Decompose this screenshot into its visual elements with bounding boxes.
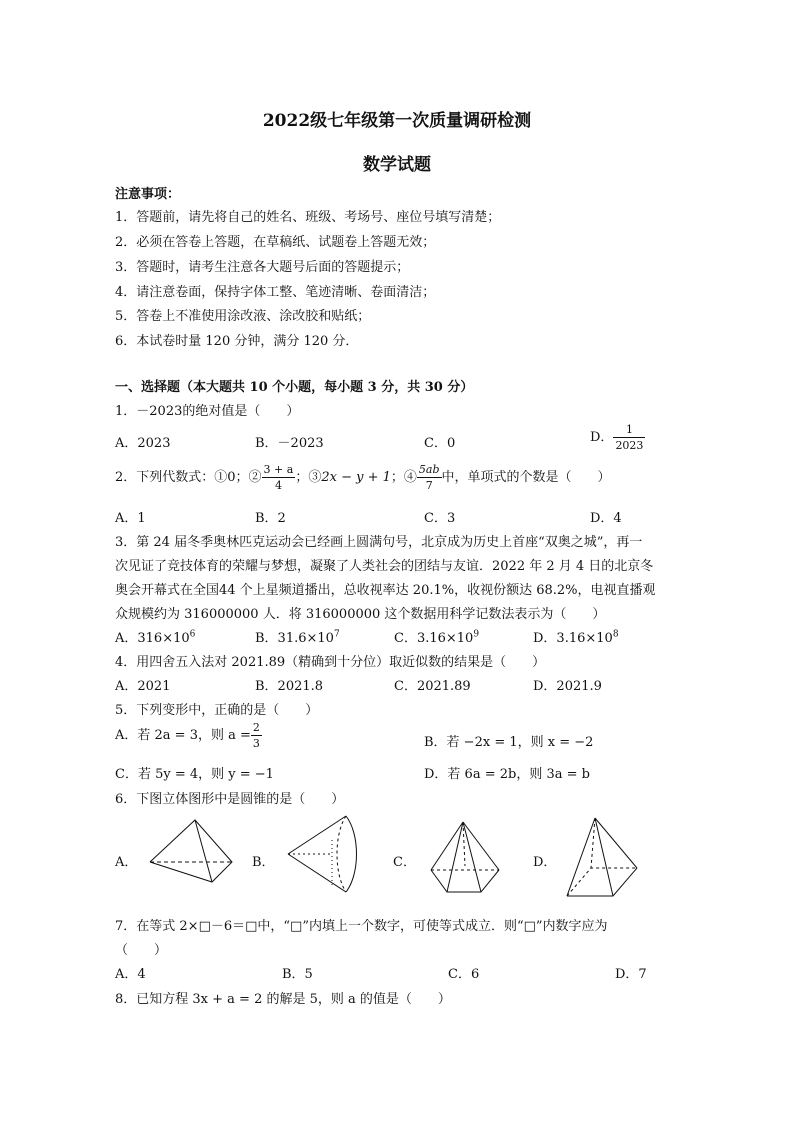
- option-text: D．3.16×10: [533, 631, 613, 646]
- option-text: C．3.16×10: [394, 631, 474, 646]
- question-1-option-b: B．－2023: [255, 436, 324, 451]
- section-heading: 一、选择题（本大题共 10 个小题，每小题 3 分，共 30 分）: [115, 380, 474, 395]
- fraction: [417, 464, 442, 491]
- question-3-line: 奥会开幕式在全国44 个上星频道播出，总收视率达 20.1%，收视份额达 68.2%，电视直播观: [115, 583, 656, 598]
- pentagonal-pyramid-figure: [431, 820, 506, 895]
- question-3-line: 众规模约为 316000000 人．将 316000000 这个数据用科学记数法表示为（ ）: [115, 607, 606, 622]
- fraction-numerator: 3 + a: [263, 463, 294, 476]
- question-6-option-b: B．: [252, 855, 275, 870]
- fraction-denominator: 4: [274, 479, 282, 492]
- cone-figure: [286, 814, 361, 894]
- expression: 2x − y + 1: [321, 470, 391, 485]
- option-text: B．31.6×10: [255, 631, 334, 646]
- question-1-option-d: [590, 424, 645, 451]
- option-text: A．若 2a = 3，则 a =: [115, 728, 251, 743]
- question-2-stem: [115, 464, 611, 491]
- question-5-option-c: C．若 5y = 4，则 y = −1: [115, 767, 274, 782]
- question-5-stem: 5．下列变形中，正确的是（ ）: [115, 703, 319, 718]
- question-8-stem: 8．已知方程 3x + a = 2 的解是 5，则 a 的值是（ ）: [115, 992, 451, 1007]
- exponent: 6: [189, 629, 196, 640]
- fraction-numerator: 5ab: [418, 463, 440, 476]
- question-7-option-b: B．5: [282, 967, 313, 982]
- question-3-option-d: [533, 627, 619, 646]
- fraction-denominator: 7: [425, 479, 433, 492]
- exponent: 7: [333, 629, 340, 640]
- question-4-option-d: D．2021.9: [533, 679, 602, 694]
- question-5-option-b: B．若 −2x = 1，则 x = −2: [424, 735, 594, 750]
- question-4-option-c: C．2021.89: [394, 679, 471, 694]
- question-7-option-c: C．6: [448, 967, 480, 982]
- question-2-option-c: C．3: [424, 511, 456, 526]
- question-7-option-a: A．4: [115, 967, 146, 982]
- question-5-option-a: [115, 722, 262, 749]
- fraction-denominator: 2023: [615, 439, 644, 452]
- note-item: 2．必须在答卷上答题，在草稿纸、试题卷上答题无效；: [115, 235, 436, 250]
- question-5-option-d: D．若 6a = 2b，则 3a = b: [424, 767, 590, 782]
- note-item: 4．请注意卷面，保持字体工整、笔迹清晰、卷面清洁；: [115, 285, 436, 300]
- fraction: [251, 722, 262, 749]
- stem-text: 中，单项式的个数是（ ）: [441, 470, 611, 485]
- fraction: [262, 464, 296, 491]
- fraction: [613, 424, 645, 451]
- question-2-option-d: D．4: [590, 511, 622, 526]
- fraction-denominator: 3: [252, 737, 260, 750]
- question-7-option-d: D．7: [615, 967, 647, 982]
- question-4-option-a: A．2021: [115, 679, 171, 694]
- page-subtitle: 数学试题: [363, 155, 431, 175]
- question-7-line: 7．在等式 2×□－6＝□中，“□”内填上一个数字，可使等式成立．则“□”内数字应为: [115, 919, 608, 934]
- question-7-line: （ ）: [115, 943, 168, 958]
- triangular-pyramid-figure: [150, 818, 240, 888]
- stem-text: ；③: [295, 470, 322, 485]
- option-label: D．: [590, 430, 614, 445]
- question-1-stem: 1．－2023的绝对值是（ ）: [115, 404, 300, 419]
- question-4-option-b: B．2021.8: [255, 679, 324, 694]
- question-3-line: 3．第 24 届冬季奥林匹克运动会已经画上圆满句号，北京成为历史上首座“双奥之城”，再一: [115, 535, 643, 550]
- question-3-option-a: [115, 627, 195, 646]
- option-text: A．316×10: [115, 631, 190, 646]
- question-2-option-a: A．1: [115, 511, 146, 526]
- question-6-option-c: C．: [393, 855, 416, 870]
- question-3-option-b: [255, 627, 340, 646]
- page-title: 2022级七年级第一次质量调研检测: [262, 111, 532, 131]
- stem-text: ；④: [390, 470, 417, 485]
- exponent: 9: [473, 629, 480, 640]
- question-6-stem: 6．下图立体图形中是圆锥的是（ ）: [115, 792, 345, 807]
- question-6-option-a: A．: [115, 855, 138, 870]
- note-item: 3．答题时，请考生注意各大题号后面的答题提示；: [115, 260, 410, 275]
- question-4-stem: 4．用四舍五入法对 2021.89（精确到十分位）取近似数的结果是（ ）: [115, 655, 546, 670]
- question-3-option-c: [394, 627, 479, 646]
- stem-text: 2．下列代数式：①0；②: [115, 470, 262, 485]
- note-item: 6．本试卷时量 120 分钟，满分 120 分．: [115, 334, 359, 349]
- question-6-option-d: D．: [533, 855, 557, 870]
- question-3-line: 次见证了竞技体育的荣耀与梦想，凝聚了人类社会的团结与友谊．2022 年 2 月 4 日的北京冬: [115, 559, 654, 574]
- question-2-option-b: B．2: [255, 511, 286, 526]
- notes-heading: 注意事项：: [115, 187, 181, 202]
- question-1-option-c: C．0: [424, 436, 456, 451]
- fraction-numerator: 1: [613, 424, 645, 438]
- fraction-numerator: 2: [252, 721, 260, 734]
- note-item: 5．答卷上不准使用涂改液、涂改胶和贴纸；: [115, 309, 371, 324]
- square-pyramid-figure: [565, 816, 645, 901]
- exponent: 8: [612, 629, 619, 640]
- question-1-option-a: A．2023: [115, 436, 171, 451]
- note-item: 1．答题前，请先将自己的姓名、班级、考场号、座位号填写清楚；: [115, 210, 501, 225]
